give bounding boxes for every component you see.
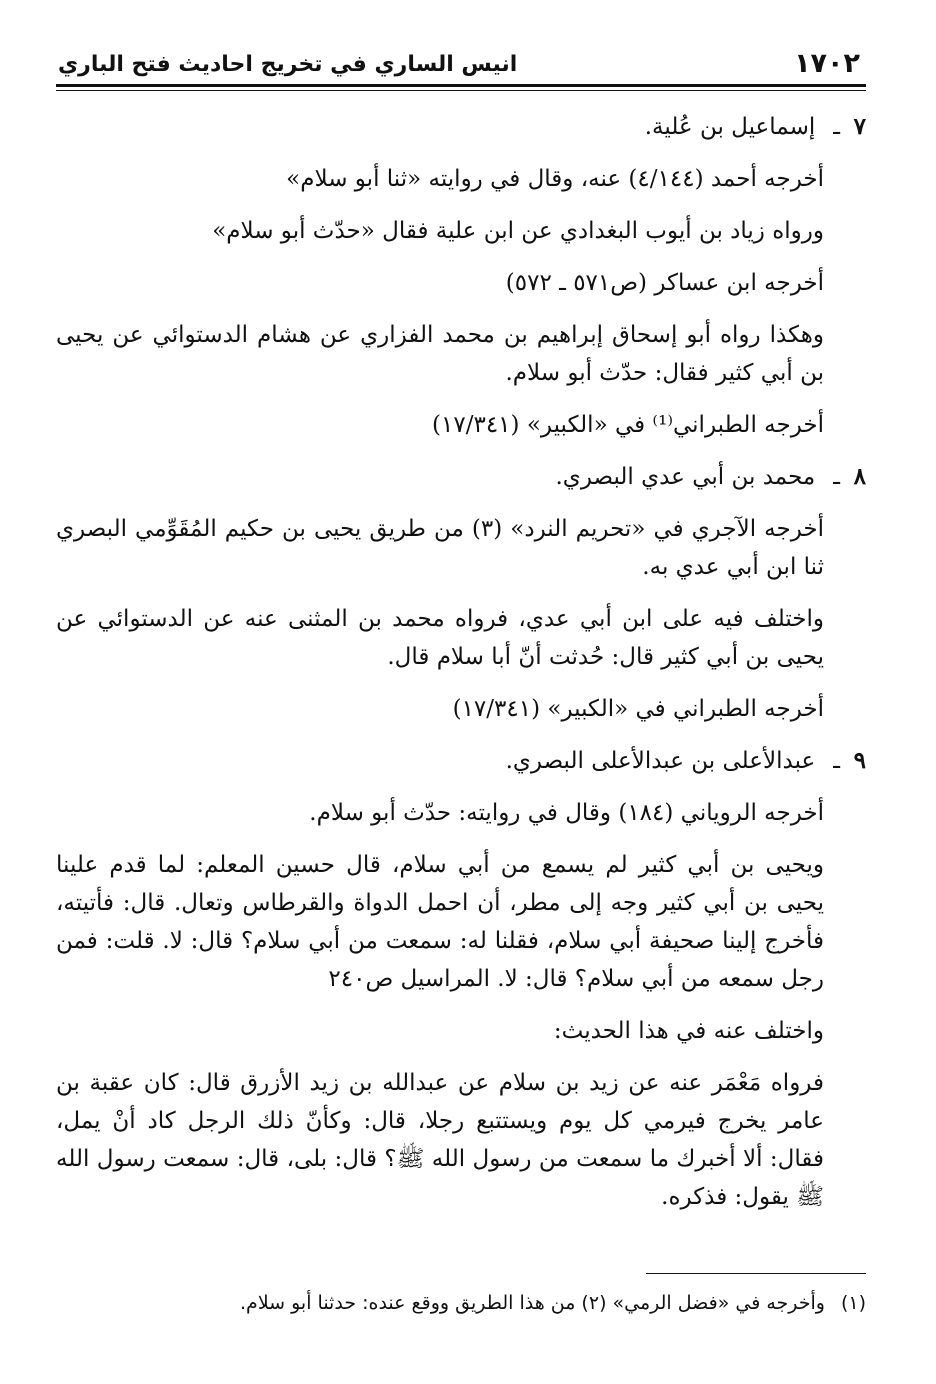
paragraph: واختلف فيه على ابن أبي عدي، فرواه محمد بن المثنى عنه عن الدستوائي عن يحيى بن أبي كثير قال: حُدثت أنّ أبا سلام قال. <box>56 606 824 670</box>
book-title: انيس الساري في تخريج احاديث فتح الباري <box>58 52 518 77</box>
paragraph: أخرجه أحمد (٤/١٤٤) عنه، وقال في روايته «ثنا أبو سلام» <box>286 166 824 192</box>
narrator-item-8 <box>56 458 866 496</box>
paragraph: فرواه مَعْمَر عنه عن زيد بن سلام عن عبدالله بن زيد الأزرق قال: كان عقبة بن عامر يخرج فيرمي كل يوم ويستتبع رجلا، قال: وكأنّ ذلك الرجل كاد أنْ يمل، فقال: ألا أخبرك ما سمعت من رسول الله ﷺ؟ قال: بلى، قال: سمعت رسول الله ﷺ يقول: فذكره. <box>56 1070 824 1210</box>
footnote-text: وأخرجه في «فضل الرمي» (٢) من هذا الطريق ووقع عنده: حدثنا أبو سلام. <box>240 1292 825 1314</box>
header-rule-thick <box>56 84 866 87</box>
item-number: ٧ <box>853 113 866 140</box>
footnote-marker: (١) <box>840 1292 866 1314</box>
paragraph: ورواه زياد بن أيوب البغدادي عن ابن علية فقال «حدّث أبو سلام» <box>212 218 824 244</box>
paragraph: أخرجه الآجري في «تحريم النرد» (٣) من طريق يحيى بن حكيم المُقَوِّمي البصري ثنا ابن أبي عدي به. <box>56 516 824 580</box>
item-text: عبدالأعلى بن عبدالأعلى البصري. <box>505 748 816 774</box>
paragraph: أخرجه الروياني (١٨٤) وقال في روايته: حدّث أبو سلام. <box>309 800 824 826</box>
paragraph: ويحيى بن أبي كثير لم يسمع من أبي سلام، قال حسين المعلم: لما قدم علينا يحيى بن أبي كثير وجه إلى مطر، أن احمل الدواة والقرطاس وتعال. قال: فأتيته، فأخرج إلينا صحيفة أبي سلام، فقلنا له: سمعت من أبي سلام؟ قال: لا. قلت: فمن رجل سمعه من أبي سلام؟ قال: لا. المراسيل ص٢٤٠ <box>56 852 825 992</box>
narrator-item-9 <box>56 742 866 780</box>
page-number: ١٧٠٢ <box>794 48 860 79</box>
item-number: ٩ <box>853 747 866 774</box>
item-text: إسماعيل بن عُلية. <box>644 114 816 140</box>
paragraph: وهكذا رواه أبو إسحاق إبراهيم بن محمد الفزاري عن هشام الدستوائي عن يحيى بن أبي كثير فقال: حدّث أبو سلام. <box>56 322 824 386</box>
item-dash: ـ <box>833 748 840 774</box>
narrator-item-7 <box>56 108 866 146</box>
paragraph: أخرجه الطبراني في «الكبير» (١٧/٣٤١) <box>452 696 824 722</box>
footnote-separator <box>646 1273 866 1274</box>
header-rule-thin <box>56 90 866 91</box>
footnote <box>56 1288 866 1318</box>
item-dash: ـ <box>833 114 840 140</box>
running-header <box>58 44 866 84</box>
paragraph: واختلف عنه في هذا الحديث: <box>553 1018 824 1044</box>
item-dash: ـ <box>833 464 840 490</box>
paragraph: أخرجه ابن عساكر (ص٥٧١ ـ ٥٧٢) <box>505 270 824 296</box>
page-body <box>56 108 866 1230</box>
paragraph-with-footnote-ref: أخرجه الطبراني⁽¹⁾ في «الكبير» (١٧/٣٤١) <box>432 412 824 438</box>
item-number: ٨ <box>853 463 866 490</box>
item-text: محمد بن أبي عدي البصري. <box>555 464 816 490</box>
